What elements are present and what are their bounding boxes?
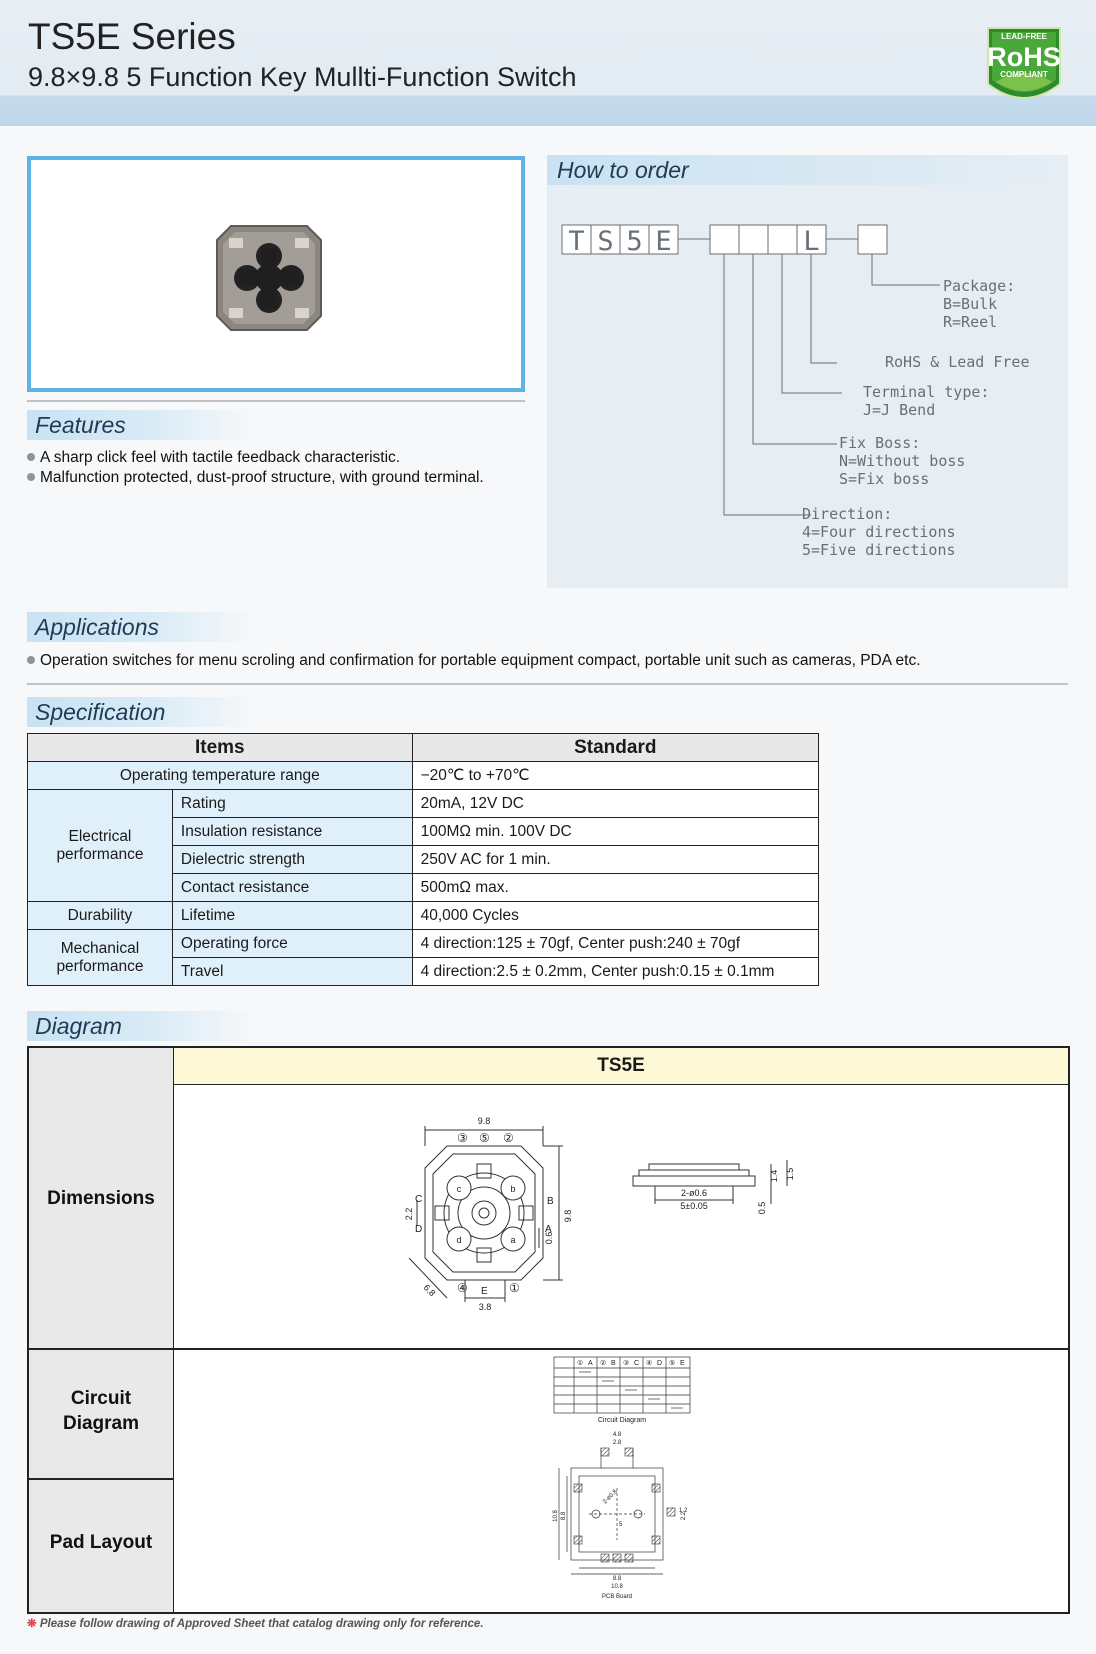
side-h1: 1.4 <box>769 1169 779 1183</box>
order-heading: How to order <box>547 155 1068 185</box>
switch-image <box>31 160 521 388</box>
badge-bottom: COMPLIANT <box>1000 70 1048 79</box>
terminal-3: ③ <box>457 1131 468 1145</box>
pad-bw2: 10.8 <box>611 1584 623 1590</box>
rohs-badge <box>982 24 1066 112</box>
spec-value: 20mA, 12V DC <box>412 790 818 818</box>
application-item <box>27 652 921 670</box>
direction-label: Direction: <box>802 505 893 523</box>
spec-value: 4 direction:125 ± 70gf, Center push:240 ± 70gf <box>412 930 818 958</box>
feature-text: Malfunction protected, dust-proof structure, with ground terminal. <box>40 469 484 486</box>
bullet-icon <box>27 453 35 461</box>
circuit-caption: Circuit Diagram <box>597 1417 647 1424</box>
pad-center: 5 <box>619 1522 623 1528</box>
features-heading: Features <box>27 410 255 440</box>
divider <box>27 683 1068 685</box>
terminal-option: J=J Bend <box>863 401 936 419</box>
pin-d: D <box>415 1224 423 1235</box>
circuit-col: ③ <box>623 1360 630 1367</box>
asterisk-icon: ❊ <box>27 1618 37 1630</box>
diagram-model-header: TS5E <box>174 1048 1068 1085</box>
pin-a: A <box>545 1224 552 1235</box>
pad-w1: 4.8 <box>612 1432 622 1438</box>
circuit-col: ④ <box>646 1360 653 1367</box>
direction-option: 5=Five directions <box>802 541 956 559</box>
code-fixed-char: L <box>803 226 820 257</box>
spec-temp-value: −20℃ to +70℃ <box>412 762 818 790</box>
dim-right: 9.8 <box>563 1209 573 1223</box>
pad-caption: PCB Board <box>601 1594 633 1600</box>
pad-bw1: 8.8 <box>612 1576 622 1582</box>
footnote <box>27 1616 484 1630</box>
divider <box>27 400 525 402</box>
code-char: E <box>655 226 672 257</box>
pad-r2: 1.2 <box>679 1508 688 1514</box>
spec-item: Contact resistance <box>172 874 412 902</box>
badge-main: RoHS <box>987 42 1061 72</box>
direction-option: 4=Four directions <box>802 523 956 541</box>
terminal-5: ⑤ <box>479 1131 490 1145</box>
pin-e: E <box>481 1286 488 1297</box>
row-label-pad: Pad Layout <box>49 1532 153 1553</box>
button-d: d <box>456 1235 462 1245</box>
spec-group-electrical: Electrical performance <box>28 790 173 902</box>
spec-table <box>27 733 819 986</box>
page-subtitle: 9.8×9.8 5 Function Key Mullti-Function Switch <box>28 62 577 92</box>
applications-heading: Applications <box>27 612 255 642</box>
circuit-col: ① <box>577 1360 584 1367</box>
pad-h1: 8.8 <box>561 1511 567 1521</box>
side-pitch: 5±0.05 <box>680 1201 708 1211</box>
code-char: S <box>597 226 614 257</box>
terminal-2: ② <box>503 1131 514 1145</box>
spec-item: Travel <box>172 958 412 986</box>
package-option: R=Reel <box>943 313 998 331</box>
circuit-col: ② <box>600 1360 607 1367</box>
feature-item <box>27 449 400 467</box>
dim-small: 0.6 <box>544 1231 554 1245</box>
badge-top: LEAD-FREE <box>1001 32 1047 41</box>
circuit-col: ⑤ <box>669 1360 676 1367</box>
pin-c: C <box>415 1194 423 1205</box>
terminal-1: ① <box>509 1281 520 1295</box>
dimensions-drawing <box>404 1108 859 1328</box>
code-char: 5 <box>626 226 643 257</box>
spec-value: 40,000 Cycles <box>412 902 818 930</box>
side-h2: 1.5 <box>785 1167 795 1181</box>
diagram-heading: Diagram <box>27 1011 255 1041</box>
dim-diag: 6.8 <box>421 1282 438 1299</box>
pad-r1: 2.2 <box>681 1511 687 1521</box>
button-b: b <box>510 1184 516 1194</box>
spec-temp-label: Operating temperature range <box>28 762 413 790</box>
package-label: Package: <box>943 277 1016 295</box>
pad-w2: 2.8 <box>612 1440 622 1446</box>
code-char: T <box>568 226 585 257</box>
side-pins: 2-ø0.6 <box>680 1188 708 1198</box>
terminal-label: Terminal type: <box>863 383 990 401</box>
spec-value: 4 direction:2.5 ± 0.2mm, Center push:0.15 ± 0.1mm <box>412 958 818 986</box>
boss-option: S=Fix boss <box>839 470 930 488</box>
button-a: a <box>510 1235 516 1245</box>
spec-value: 250V AC for 1 min. <box>412 846 818 874</box>
pad-layout-drawing <box>549 1428 709 1608</box>
spec-group-durability: Durability <box>28 902 173 930</box>
spec-header-standard: Standard <box>412 734 818 762</box>
circuit-drawing <box>553 1356 693 1426</box>
spec-item: Dielectric strength <box>172 846 412 874</box>
dim-bottom: 3.8 <box>478 1302 492 1312</box>
button-c: c <box>456 1184 462 1194</box>
spec-value: 500mΩ max. <box>412 874 818 902</box>
bullet-icon <box>27 473 35 481</box>
circuit-col: A <box>588 1360 593 1367</box>
circuit-col: C <box>634 1360 640 1367</box>
bullet-icon <box>27 656 35 664</box>
order-code-diagram <box>547 185 1068 588</box>
side-base: 0.5 <box>757 1201 767 1215</box>
row-label-circuit: Circuit Diagram <box>62 1388 140 1434</box>
dim-top: 9.8 <box>477 1116 491 1126</box>
dim-left: 2.2 <box>404 1207 414 1221</box>
pad-h2: 10.8 <box>553 1510 559 1522</box>
row-divider <box>29 1478 173 1480</box>
spec-group-mechanical: Mechanical performance <box>28 930 173 986</box>
page-title: TS5E Series <box>28 16 236 57</box>
pad-hole: 2-ø0.8 <box>602 1488 619 1506</box>
pin-b: B <box>547 1196 554 1207</box>
product-photo <box>27 156 525 392</box>
spec-header-items: Items <box>28 734 413 762</box>
boss-label: Fix Boss: <box>839 434 921 452</box>
row-divider <box>29 1348 1068 1350</box>
circuit-col: D <box>657 1360 663 1367</box>
circuit-col: B <box>611 1360 616 1367</box>
specification-heading: Specification <box>27 697 255 727</box>
spec-value: 100MΩ min. 100V DC <box>412 818 818 846</box>
spec-item: Operating force <box>172 930 412 958</box>
spec-item: Insulation resistance <box>172 818 412 846</box>
application-text: Operation switches for menu scroling and confirmation for portable equipment compact, portable unit such as cameras, PDA etc. <box>40 652 921 669</box>
row-label-dimensions: Dimensions <box>47 1188 155 1209</box>
spec-item: Lifetime <box>172 902 412 930</box>
feature-text: A sharp click feel with tactile feedback characteristic. <box>40 449 401 466</box>
terminal-4: ④ <box>457 1281 468 1295</box>
circuit-col: E <box>680 1360 685 1367</box>
feature-item <box>27 469 484 487</box>
diagram-label-column <box>29 1048 174 1612</box>
footnote-text: Please follow drawing of Approved Sheet that catalog drawing only for reference. <box>39 1618 484 1630</box>
rohs-label: RoHS & Lead Free <box>885 353 1030 371</box>
boss-option: N=Without boss <box>839 452 966 470</box>
diagram-table <box>27 1046 1070 1614</box>
spec-item: Rating <box>172 790 412 818</box>
package-option: B=Bulk <box>943 295 998 313</box>
